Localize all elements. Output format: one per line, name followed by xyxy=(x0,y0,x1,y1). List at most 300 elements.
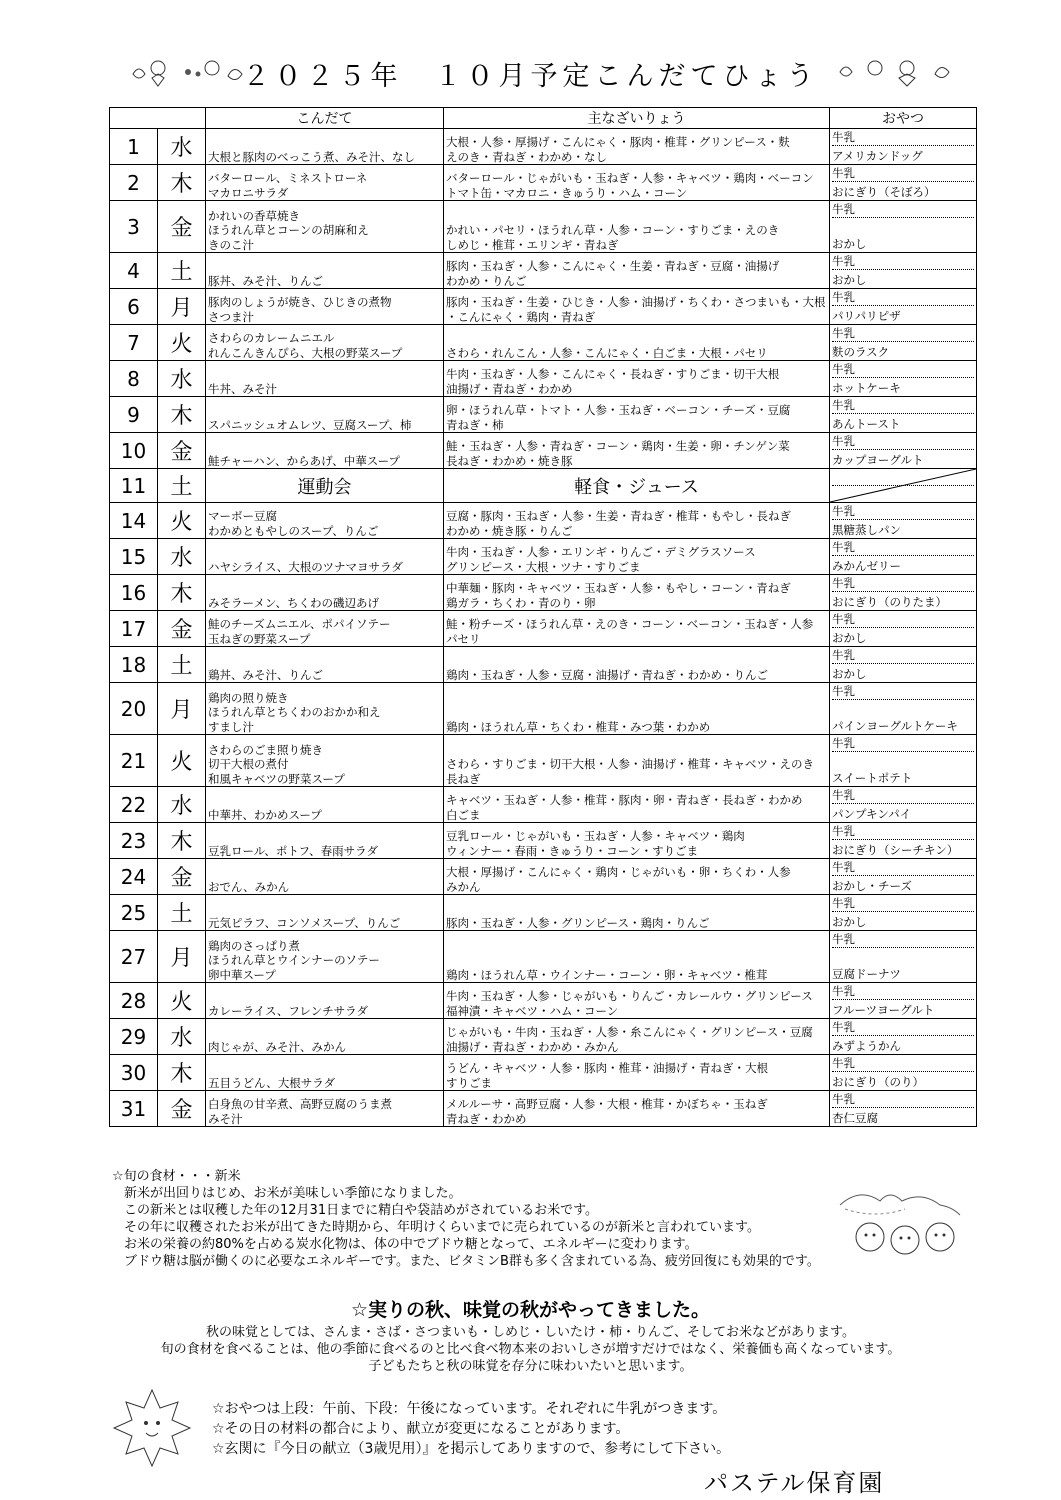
menu-row xyxy=(110,503,977,539)
dish-line: 鶏丼、みそ汁、りんご xyxy=(208,667,323,682)
dish-line: みそラーメン、ちくわの磯辺あげ xyxy=(208,595,380,610)
snack-am: 牛乳 xyxy=(832,823,974,840)
ingredient-line: 牛肉・玉ねぎ・人参・じゃがいも・りんご・カレールウ・グリンピース xyxy=(446,989,813,1003)
snack-cell xyxy=(830,325,977,361)
snack-cell xyxy=(830,931,977,983)
event-detail: 軽食・ジュース xyxy=(444,469,830,503)
weekday: 月 xyxy=(158,289,206,325)
snack-am: 牛乳 xyxy=(832,503,974,520)
ingredient-line: ウィンナー・春雨・きゅうり・コーン・すりごま xyxy=(446,843,699,858)
notes-line: お米の栄養の約80%を占める炭水化物は、体の中でブドウ糖となって、エネルギーに変わります。 xyxy=(124,1237,698,1252)
weekday: 土 xyxy=(158,469,206,503)
ingredients-cell xyxy=(444,361,830,397)
dish-line: 豆乳ロール、ポトフ、春雨サラダ xyxy=(208,843,378,858)
ingredient-line: さわら・すりごま・切干大根・人参・油揚げ・椎茸・キャベツ・えのき xyxy=(446,757,814,771)
dish-line: バターロール、ミネストローネ xyxy=(208,171,368,185)
weekday: 火 xyxy=(158,735,206,787)
menu-cell xyxy=(206,735,444,787)
menu-row xyxy=(110,859,977,895)
menu-cell xyxy=(206,201,444,253)
menu-row xyxy=(110,253,977,289)
ingredients-cell xyxy=(444,1019,830,1055)
notes-line: ブドウ糖は脳が働くのに必要なエネルギーです。また、ビタミンB群も多く含まれている為、疲労回復にも効果的です。 xyxy=(124,1254,820,1269)
weekday: 金 xyxy=(158,611,206,647)
weekday: 水 xyxy=(158,539,206,575)
menu-row xyxy=(110,647,977,683)
snack-cell xyxy=(830,503,977,539)
snack-cell xyxy=(830,165,977,201)
snack-pm: パンプキンパイ xyxy=(832,807,912,821)
snack-am: 牛乳 xyxy=(832,361,974,378)
ingredient-line: うどん・キャベツ・人参・豚肉・椎茸・油揚げ・青ねぎ・大根 xyxy=(446,1061,768,1075)
snack-am: 牛乳 xyxy=(832,1091,974,1108)
ingredient-line: 油揚げ・青ねぎ・わかめ xyxy=(446,381,573,396)
day-number: 20 xyxy=(110,683,158,735)
ingredient-line: 鶏肉・ほうれん草・ウインナー・コーン・卵・キャベツ・椎茸 xyxy=(446,967,768,982)
weekday: 月 xyxy=(158,931,206,983)
dish-line: かれいの香草焼き xyxy=(208,208,300,223)
school-name: パステル保育園 xyxy=(704,1469,885,1497)
menu-cell xyxy=(206,1019,444,1055)
ingredient-line: メルルーサ・高野豆腐・人参・大根・椎茸・かぼちゃ・玉ねぎ xyxy=(446,1097,768,1111)
snack-cell xyxy=(830,683,977,735)
snack-pm: おにぎり（そぼろ） xyxy=(832,185,936,199)
ingredient-line: 鮭・粉チーズ・ほうれん草・えのき・コーン・ベーコン・玉ねぎ・人参 xyxy=(446,617,814,631)
menu-cell xyxy=(206,1055,444,1091)
snack-am: 牛乳 xyxy=(832,129,974,146)
snack-pm: あんトースト xyxy=(832,417,901,431)
notes-line: 新米が出回りはじめ、お米が美味しい季節になりました。 xyxy=(124,1186,462,1201)
menu-row xyxy=(110,397,977,433)
menu-row xyxy=(110,325,977,361)
ingredients-cell xyxy=(444,787,830,823)
ingredient-line: 牛肉・玉ねぎ・人参・こんにゃく・長ねぎ・すりごま・切干大根 xyxy=(446,367,780,381)
dish-line: 元気ピラフ、コンソメスープ、りんご xyxy=(208,915,401,930)
menu-row xyxy=(110,787,977,823)
ingredients-cell xyxy=(444,683,830,735)
snack-pm: カップヨーグルト xyxy=(832,453,924,467)
snack-am: 牛乳 xyxy=(832,253,974,270)
snack-am: 牛乳 xyxy=(832,539,974,556)
menu-row xyxy=(110,1091,977,1127)
snack-pm: みかんゼリー xyxy=(832,559,901,573)
snack-cell xyxy=(830,787,977,823)
weekday: 水 xyxy=(158,1019,206,1055)
menu-cell xyxy=(206,823,444,859)
day-number: 31 xyxy=(110,1091,158,1127)
snack-am: 牛乳 xyxy=(832,325,974,342)
dish-line: スパニッシュオムレツ、豆腐スープ、柿 xyxy=(208,417,412,432)
ingredient-line: バターロール・じゃがいも・玉ねぎ・人参・キャベツ・鶏肉・ベーコン xyxy=(446,171,814,185)
ingredient-line: わかめ・りんご xyxy=(446,273,527,288)
menu-cell xyxy=(206,165,444,201)
ingredient-line: わかめ・焼き豚・りんご xyxy=(446,523,573,538)
menu-row xyxy=(110,129,977,165)
snack-am: 牛乳 xyxy=(832,787,974,804)
event-title: 運動会 xyxy=(206,469,444,503)
snack-pm: 麩のラスク xyxy=(832,345,890,359)
ingredient-line: 白ごま xyxy=(446,807,481,822)
menu-cell xyxy=(206,1091,444,1127)
menu-cell xyxy=(206,683,444,735)
dish-line: 豚丼、みそ汁、りんご xyxy=(208,273,323,288)
day-number: 9 xyxy=(110,397,158,433)
menu-row xyxy=(110,683,977,735)
snack-am: 牛乳 xyxy=(832,895,974,912)
ingredient-line: 中華麺・豚肉・キャベツ・玉ねぎ・人参・もやし・コーン・青ねぎ xyxy=(446,581,791,595)
ingredient-line: 鮭・玉ねぎ・人参・青ねぎ・コーン・鶏肉・生姜・卵・チンゲン菜 xyxy=(446,439,790,453)
ingredient-line: 鶏肉・玉ねぎ・人参・豆腐・油揚げ・青ねぎ・わかめ・りんご xyxy=(446,667,768,682)
day-number: 15 xyxy=(110,539,158,575)
menu-cell xyxy=(206,895,444,931)
dish-line: 大根と豚肉のべっこう煮、みそ汁、なし xyxy=(208,149,415,164)
day-number: 1 xyxy=(110,129,158,165)
ingredient-line: 大根・人参・厚揚げ・こんにゃく・豚肉・椎茸・グリンピース・麩 xyxy=(446,135,790,149)
menu-cell xyxy=(206,433,444,469)
menu-cell xyxy=(206,787,444,823)
snack-cell xyxy=(830,859,977,895)
day-number: 21 xyxy=(110,735,158,787)
ingredients-cell xyxy=(444,539,830,575)
menu-cell xyxy=(206,983,444,1019)
dish-line: マカロニサラダ xyxy=(208,185,289,200)
autumn-paragraph xyxy=(0,1324,1061,1375)
dish-line: わかめともやしのスープ、りんご xyxy=(208,523,379,538)
day-number: 18 xyxy=(110,647,158,683)
weekday: 金 xyxy=(158,433,206,469)
dish-line: さつま汁 xyxy=(208,309,254,324)
dish-line: 白身魚の甘辛煮、高野豆腐のうま煮 xyxy=(208,1097,392,1111)
menu-row xyxy=(110,361,977,397)
ingredients-cell xyxy=(444,1091,830,1127)
snack-cell xyxy=(830,895,977,931)
ingredient-line: パセリ xyxy=(446,631,481,646)
ingredient-line: 豚肉・玉ねぎ・人参・グリンピース・鶏肉・りんご xyxy=(446,915,710,930)
dish-line: さわらのごま照り焼き xyxy=(208,742,323,757)
page-title: ２０２５年 １０月予定こんだてひょう xyxy=(242,60,819,92)
dish-line: ほうれん草とコーンの胡麻和え xyxy=(208,223,369,237)
autumn-heading: ☆実りの秋、味覚の秋がやってきました。 xyxy=(350,1299,711,1321)
weekday: 月 xyxy=(158,683,206,735)
ingredient-line: すりごま xyxy=(446,1075,492,1090)
snack-pm: ホットケーキ xyxy=(832,381,901,395)
day-number: 2 xyxy=(110,165,158,201)
menu-cell xyxy=(206,253,444,289)
notice-item: ☆玄関に『今日の献立（3歳児用）』を掲示してありますので、参考にして下さい。 xyxy=(212,1441,731,1457)
seasonal-notes xyxy=(112,1168,872,1270)
snack-pm: 豆腐ドーナツ xyxy=(832,967,901,981)
day-number: 8 xyxy=(110,361,158,397)
snack-pm: 黒糖蒸しパン xyxy=(832,523,901,537)
ingredient-line: 油揚げ・青ねぎ・わかめ・みかん xyxy=(446,1039,619,1054)
autumn-line: 子どもたちと秋の味覚を存分に味わいたいと思います。 xyxy=(368,1359,693,1374)
menu-row xyxy=(110,611,977,647)
day-number: 23 xyxy=(110,823,158,859)
ingredients-cell xyxy=(444,895,830,931)
dish-line: マーボー豆腐 xyxy=(208,509,277,523)
ingredient-line: さわら・れんこん・人参・こんにゃく・白ごま・大根・パセリ xyxy=(446,345,768,360)
ingredients-cell xyxy=(444,735,830,787)
menu-cell xyxy=(206,503,444,539)
ingredients-cell xyxy=(444,253,830,289)
ingredient-line: 豚肉・玉ねぎ・人参・こんにゃく・生姜・青ねぎ・豆腐・油揚げ xyxy=(446,259,780,273)
snack-pm: おかし xyxy=(832,631,867,645)
ingredient-line: しめじ・椎茸・エリンギ・青ねぎ xyxy=(446,237,619,252)
ingredients-cell xyxy=(444,397,830,433)
ingredient-line: えのき・青ねぎ・わかめ・なし xyxy=(446,149,607,164)
weekday: 火 xyxy=(158,503,206,539)
ingredients-cell xyxy=(444,647,830,683)
ingredient-line: 長ねぎ・わかめ・焼き豚 xyxy=(446,453,573,468)
ingredients-cell xyxy=(444,983,830,1019)
snack-am: 牛乳 xyxy=(832,983,974,1000)
menu-row xyxy=(110,433,977,469)
ingredient-line: 青ねぎ・柿 xyxy=(446,417,504,432)
snack-am: 牛乳 xyxy=(832,735,974,752)
menu-row xyxy=(110,1055,977,1091)
menu-row xyxy=(110,823,977,859)
menu-cell xyxy=(206,289,444,325)
snack-pm: おにぎり（のりたま） xyxy=(832,595,947,609)
menu-cell xyxy=(206,611,444,647)
menu-row xyxy=(110,931,977,983)
ingredient-line: 鶏肉・ほうれん草・ちくわ・椎茸・みつ葉・わかめ xyxy=(446,719,711,734)
dish-line: 鶏肉のさっぱり煮 xyxy=(208,938,300,953)
weekday: 水 xyxy=(158,787,206,823)
menu-cell xyxy=(206,931,444,983)
ingredient-line: 牛肉・玉ねぎ・人参・エリンギ・りんご・デミグラスソース xyxy=(446,545,756,559)
snack-pm: おかし xyxy=(832,667,867,681)
snack-am: 牛乳 xyxy=(832,289,974,306)
autumn-line: 旬の食材を食べることは、他の季節に食べるのと比べ食べ物本来のおいしさが増すだけではなく、栄養価も高くなっています。 xyxy=(160,1342,901,1357)
snack-cell xyxy=(830,361,977,397)
weekday: 木 xyxy=(158,575,206,611)
day-number: 28 xyxy=(110,983,158,1019)
day-number: 10 xyxy=(110,433,158,469)
snack-am: 牛乳 xyxy=(832,1055,974,1072)
day-number: 25 xyxy=(110,895,158,931)
ingredients-cell xyxy=(444,165,830,201)
day-number: 14 xyxy=(110,503,158,539)
menu-cell xyxy=(206,539,444,575)
snack-pm: おにぎり（シーチキン） xyxy=(832,843,959,857)
ingredient-line: みかん xyxy=(446,879,481,894)
weekday: 水 xyxy=(158,129,206,165)
snack-cell xyxy=(830,289,977,325)
snack-cell xyxy=(830,1055,977,1091)
weekday: 火 xyxy=(158,983,206,1019)
ingredients-cell xyxy=(444,1055,830,1091)
ingredient-line: トマト缶・マカロニ・きゅうり・ハム・コーン xyxy=(446,185,688,200)
day-number: 27 xyxy=(110,931,158,983)
menu-row xyxy=(110,469,977,503)
dish-line: 豚肉のしょうが焼き、ひじきの煮物 xyxy=(208,295,392,309)
weekday: 木 xyxy=(158,397,206,433)
menu-table xyxy=(109,107,977,1127)
dish-line: きのこ汁 xyxy=(208,237,254,252)
dish-line: 切干大根の煮付 xyxy=(208,757,289,771)
snack-cell xyxy=(830,469,977,503)
ingredient-line: 豚肉・玉ねぎ・生姜・ひじき・人参・油揚げ・ちくわ・さつまいも・大根 xyxy=(446,295,826,309)
snack-am: 牛乳 xyxy=(832,433,974,450)
menu-row xyxy=(110,895,977,931)
day-number: 24 xyxy=(110,859,158,895)
dish-line: 和風キャベツの野菜スープ xyxy=(208,771,345,786)
rice-bowl-illustration xyxy=(835,1185,970,1260)
weekday: 土 xyxy=(158,895,206,931)
weekday: 金 xyxy=(158,1091,206,1127)
snack-cell xyxy=(830,823,977,859)
header-ingredients: 主なざいりょう xyxy=(444,108,830,129)
snack-am: 牛乳 xyxy=(832,201,974,218)
menu-row xyxy=(110,201,977,253)
ingredient-line: かれい・パセリ・ほうれん草・人参・コーン・すりごま・えのき xyxy=(446,223,780,237)
ingredient-line: キャベツ・玉ねぎ・人参・椎茸・豚肉・卵・青ねぎ・長ねぎ・わかめ xyxy=(446,793,803,807)
snack-pm: おかし・チーズ xyxy=(832,879,912,893)
notice-item: ☆その日の材料の都合により、献立が変更になることがあります。 xyxy=(212,1421,630,1437)
snack-am: 牛乳 xyxy=(832,931,974,948)
snack-am: 牛乳 xyxy=(832,165,974,182)
notes-heading: ☆旬の食材・・・新米 xyxy=(112,1169,241,1184)
dish-line: カレーライス、フレンチサラダ xyxy=(208,1003,369,1018)
snack-cell xyxy=(830,575,977,611)
dish-line: 玉ねぎの野菜スープ xyxy=(208,631,311,646)
snack-am: 牛乳 xyxy=(832,859,974,876)
dish-line: ほうれん草とウインナーのソテー xyxy=(208,953,380,967)
dish-line: 五目うどん、大根サラダ xyxy=(208,1075,336,1090)
maple-leaf-illustration xyxy=(110,1385,195,1470)
weekday: 土 xyxy=(158,647,206,683)
dish-line: 卵中華スープ xyxy=(208,967,276,982)
ingredient-line: 長ねぎ xyxy=(446,771,481,786)
snack-pm: みずようかん xyxy=(832,1039,901,1053)
menu-cell xyxy=(206,361,444,397)
menu-row xyxy=(110,735,977,787)
menu-cell xyxy=(206,859,444,895)
dish-line: 鮭のチーズムニエル、ポパイソテー xyxy=(208,617,391,631)
snack-am: 牛乳 xyxy=(832,611,974,628)
ingredients-cell xyxy=(444,433,830,469)
notes-line: その年に収穫されたお米が出てきた時期から、年明けくらいまでに売られているのが新米と言われています。 xyxy=(124,1220,760,1235)
header-menu: こんだて xyxy=(206,108,444,129)
snack-cell xyxy=(830,611,977,647)
dish-line: ほうれん草とちくわのおかか和え xyxy=(208,705,381,719)
ingredient-line: じゃがいも・牛肉・玉ねぎ・人参・糸こんにゃく・グリンピース・豆腐 xyxy=(446,1025,813,1039)
day-number: 16 xyxy=(110,575,158,611)
snack-am: 牛乳 xyxy=(832,647,974,664)
menu-row xyxy=(110,983,977,1019)
snack-cell xyxy=(830,433,977,469)
snack-am: 牛乳 xyxy=(832,397,974,414)
day-number: 7 xyxy=(110,325,158,361)
dish-line: 中華丼、わかめスープ xyxy=(208,807,322,822)
header-snack: おやつ xyxy=(830,108,977,129)
menu-cell xyxy=(206,129,444,165)
dish-line: さわらのカレームニエル xyxy=(208,331,335,345)
weekday: 土 xyxy=(158,253,206,289)
snack-pm: 杏仁豆腐 xyxy=(832,1111,878,1125)
snack-pm: アメリカンドッグ xyxy=(832,149,923,163)
ingredient-line: 卵・ほうれん草・トマト・人参・玉ねぎ・ベーコン・チーズ・豆腐 xyxy=(446,403,791,417)
ingredient-line: 豆乳ロール・じゃがいも・玉ねぎ・人参・キャベツ・鶏肉 xyxy=(446,829,745,843)
menu-row xyxy=(110,1019,977,1055)
snack-cell xyxy=(830,539,977,575)
autumn-line: 秋の味覚としては、さんま・さば・さつまいも・しめじ・しいたけ・柿・りんご、そしてお米などがあります。 xyxy=(206,1325,855,1340)
dish-line: おでん、みかん xyxy=(208,879,290,894)
weekday: 水 xyxy=(158,361,206,397)
weekday: 木 xyxy=(158,165,206,201)
menu-row xyxy=(110,575,977,611)
dish-line: すまし汁 xyxy=(208,719,254,734)
ingredients-cell xyxy=(444,611,830,647)
day-number: 17 xyxy=(110,611,158,647)
ingredient-line: ・こんにゃく・鶏肉・青ねぎ xyxy=(446,309,596,324)
snack-cell xyxy=(830,735,977,787)
day-number: 29 xyxy=(110,1019,158,1055)
dish-line: みそ汁 xyxy=(208,1111,243,1126)
leaf-and-child-icon xyxy=(835,52,960,92)
menu-row xyxy=(110,289,977,325)
snack-am: 牛乳 xyxy=(832,575,974,592)
weekday: 金 xyxy=(158,859,206,895)
snack-cell xyxy=(830,1091,977,1127)
ingredient-line: 福神漬・キャベツ・ハム・コーン xyxy=(446,1003,619,1018)
day-number: 11 xyxy=(110,469,158,503)
snack-am: 牛乳 xyxy=(832,1019,974,1036)
ingredients-cell xyxy=(444,201,830,253)
day-number: 30 xyxy=(110,1055,158,1091)
menu-cell xyxy=(206,647,444,683)
snack-cell xyxy=(830,201,977,253)
ingredients-cell xyxy=(444,575,830,611)
menu-row xyxy=(110,165,977,201)
snack-pm: おかし xyxy=(832,273,867,287)
dish-line: 牛丼、みそ汁 xyxy=(208,381,277,396)
snack-pm: パインヨーグルトケーキ xyxy=(832,719,958,733)
header-day xyxy=(110,108,206,129)
snack-pm: おにぎり（のり） xyxy=(832,1075,924,1089)
ingredient-line: 鶏ガラ・ちくわ・青のり・卵 xyxy=(446,595,596,610)
ingredient-line: 青ねぎ・わかめ xyxy=(446,1111,527,1126)
snack-cell xyxy=(830,253,977,289)
snack-cell xyxy=(830,647,977,683)
ingredients-cell xyxy=(444,289,830,325)
dish-line: 肉じゃが、みそ汁、みかん xyxy=(208,1039,346,1054)
snack-pm: おかし xyxy=(832,237,867,251)
snack-pm: スイートポテト xyxy=(832,771,913,785)
notice-item: ☆おやつは上段：午前、下段：午後になっています。それぞれに牛乳がつきます。 xyxy=(212,1401,727,1417)
notice-list xyxy=(212,1399,730,1459)
menu-cell xyxy=(206,397,444,433)
snack-cell xyxy=(830,983,977,1019)
ingredient-line: 大根・厚揚げ・こんにゃく・鶏肉・じゃがいも・卵・ちくわ・人参 xyxy=(446,865,791,879)
dish-line: ハヤシライス、大根のツナマヨサラダ xyxy=(208,559,403,574)
dish-line: 鮭チャーハン、からあげ、中華スープ xyxy=(208,453,401,468)
weekday: 木 xyxy=(158,823,206,859)
ingredients-cell xyxy=(444,823,830,859)
weekday: 木 xyxy=(158,1055,206,1091)
ingredients-cell xyxy=(444,503,830,539)
day-number: 3 xyxy=(110,201,158,253)
snack-pm: パリパリピザ xyxy=(832,309,901,323)
day-number: 6 xyxy=(110,289,158,325)
menu-cell xyxy=(206,325,444,361)
ingredients-cell xyxy=(444,859,830,895)
snack-cell xyxy=(830,397,977,433)
weekday: 火 xyxy=(158,325,206,361)
dish-line: 鶏肉の照り焼き xyxy=(208,690,289,705)
notes-line: この新米とは収穫した年の12月31日までに精白や袋詰めがされているお米です。 xyxy=(124,1203,599,1218)
